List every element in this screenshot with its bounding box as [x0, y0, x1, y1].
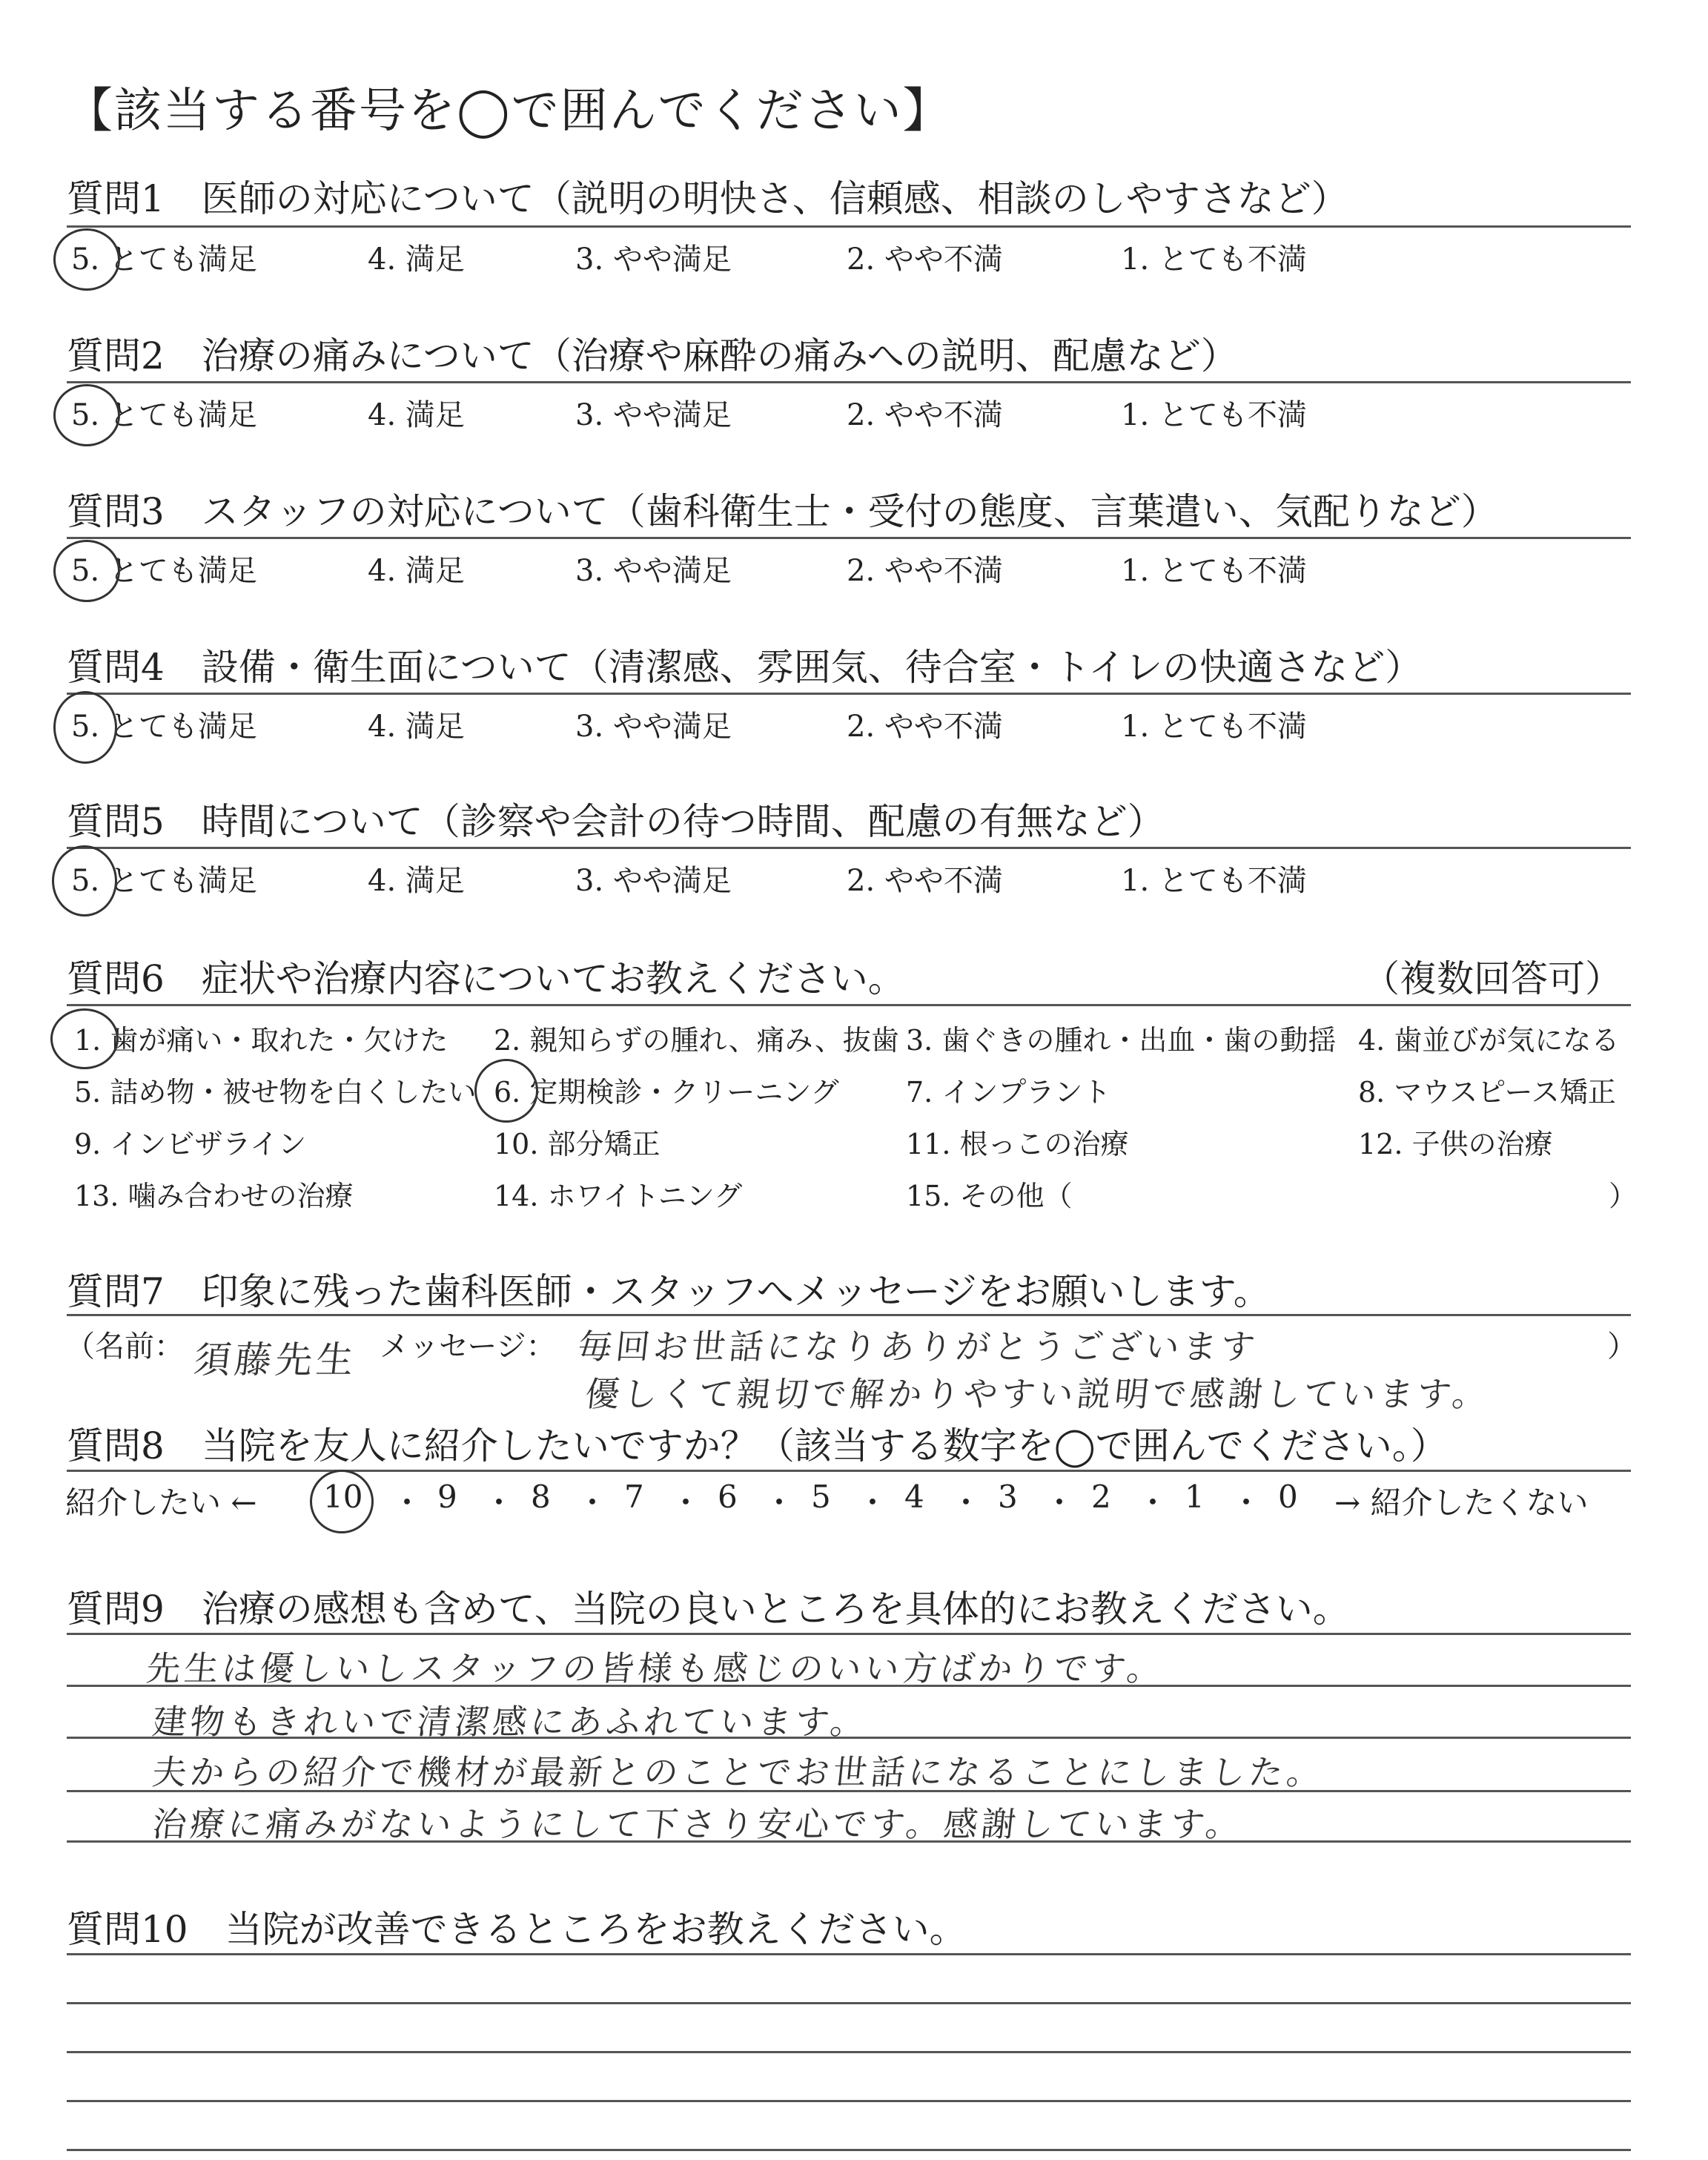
symptom-option-9[interactable]: 9. インビザライン [74, 1128, 307, 1160]
scale-value-6[interactable]: 6 [718, 1479, 738, 1515]
scale-value-4[interactable]: 4 [904, 1479, 924, 1515]
option-1[interactable]: 1. とても不満 [1121, 554, 1307, 588]
symptom-option-10[interactable]: 10. 部分矯正 [494, 1128, 661, 1160]
scale-value-10[interactable]: 10 [323, 1479, 363, 1515]
symptom-option-5[interactable]: 5. 詰め物・被せ物を白くしたい [74, 1076, 477, 1109]
option-3[interactable]: 3. やや満足 [575, 710, 732, 744]
answer-circle [53, 228, 120, 291]
question-5-title: 質問5 時間について（診察や会計の待つ時間、配慮の有無など） [67, 800, 1165, 843]
option-4[interactable]: 4. 満足 [368, 398, 465, 432]
option-2[interactable]: 2. やや不満 [847, 554, 1003, 588]
option-1[interactable]: 1. とても不満 [1121, 242, 1307, 277]
option-3[interactable]: 3. やや満足 [575, 242, 732, 277]
answer-rule [67, 2002, 1631, 2004]
scale-separator: ・ [950, 1484, 982, 1521]
question-4-title: 質問4 設備・衛生面について（清潔感、雰囲気、待合室・トイレの快適さなど） [67, 646, 1423, 689]
question-8-title: 質問8 当院を友人に紹介したいですか？（該当する数字を◯で囲んでください。） [67, 1424, 1448, 1467]
question-8-rule [67, 1470, 1631, 1472]
answer-rule [67, 2100, 1631, 2102]
answer-rule [67, 1685, 1631, 1687]
question-1-rule [67, 225, 1631, 228]
scale-separator: ・ [1231, 1484, 1262, 1521]
question-10-title: 質問10 当院が改善できるところをお教えください。 [67, 1908, 967, 1951]
option-4[interactable]: 4. 満足 [368, 554, 465, 588]
option-4[interactable]: 4. 満足 [368, 242, 465, 277]
answer-circle [474, 1059, 538, 1123]
symptom-option-2[interactable]: 2. 親知らずの腫れ、痛み、抜歯 [494, 1024, 899, 1057]
option-5[interactable]: 5. とても満足 [71, 242, 257, 277]
message-line-1: 毎回お世話になりありがとうございます [575, 1327, 1261, 1367]
scale-right-label: → 紹介したくない [1334, 1484, 1589, 1521]
name-label: （名前： [65, 1330, 184, 1364]
scale-value-0[interactable]: 0 [1278, 1479, 1298, 1515]
other-close-paren: ） [1609, 1180, 1638, 1212]
question-6-rule [67, 1004, 1631, 1006]
scale-separator: ・ [391, 1484, 423, 1521]
question-1-title: 質問1 医師の対応について（説明の明快さ、信頼感、相談のしやすさなど） [67, 177, 1348, 220]
scale-value-9[interactable]: 9 [437, 1479, 457, 1515]
option-5[interactable]: 5. とても満足 [71, 710, 257, 744]
name-value: 須藤先生 [191, 1338, 360, 1381]
question-7-rule [67, 1314, 1631, 1316]
scale-value-8[interactable]: 8 [531, 1479, 551, 1515]
option-1[interactable]: 1. とても不満 [1121, 864, 1307, 898]
symptom-option-15[interactable]: 15. その他（ [906, 1180, 1073, 1212]
answer-circle [52, 845, 117, 916]
symptom-option-13[interactable]: 13. 噛み合わせの治療 [74, 1180, 354, 1212]
option-4[interactable]: 4. 満足 [368, 864, 465, 898]
question-2-rule [67, 381, 1631, 383]
answer-circle [310, 1470, 374, 1533]
scale-separator: ・ [857, 1484, 889, 1521]
scale-separator: ・ [1044, 1484, 1076, 1521]
question-7-title: 質問7 印象に残った歯科医師・スタッフへメッセージをお願いします。 [67, 1270, 1271, 1313]
answer-circle [53, 540, 120, 602]
answer-rule [67, 1790, 1631, 1792]
answer-rule [67, 1737, 1631, 1739]
scale-value-3[interactable]: 3 [998, 1479, 1018, 1515]
symptom-option-12[interactable]: 12. 子供の治療 [1358, 1128, 1553, 1160]
option-4[interactable]: 4. 満足 [368, 710, 465, 744]
answer-line-4: 治療に痛みがないようにして下さり安心です。感謝しています。 [150, 1804, 1246, 1844]
answer-circle [50, 1008, 119, 1069]
question-9-rule [67, 1633, 1631, 1635]
scale-separator: ・ [764, 1484, 795, 1521]
symptom-option-8[interactable]: 8. マウスピース矯正 [1358, 1076, 1616, 1109]
answer-rule [67, 2149, 1631, 2151]
question-6-title: 質問6 症状や治療内容についてお教えください。 [67, 957, 905, 1000]
option-2[interactable]: 2. やや不満 [847, 398, 1003, 432]
message-label: メッセージ： [380, 1330, 556, 1364]
question-6-note: （複数回答可） [1363, 957, 1622, 1000]
question-5-rule [67, 847, 1631, 849]
option-2[interactable]: 2. やや不満 [847, 242, 1003, 277]
scale-value-1[interactable]: 1 [1185, 1479, 1205, 1515]
option-2[interactable]: 2. やや不満 [847, 710, 1003, 744]
answer-circle [53, 691, 117, 764]
answer-line-2: 建物もきれいで清潔感にあふれています。 [150, 1702, 870, 1742]
question-3-title: 質問3 スタッフの対応について（歯科衛生士・受付の態度、言葉遣い、気配りなど） [67, 490, 1498, 533]
option-5[interactable]: 5. とても満足 [71, 554, 257, 588]
answer-rule [67, 1953, 1631, 1955]
option-5[interactable]: 5. とても満足 [71, 864, 257, 898]
scale-value-5[interactable]: 5 [811, 1479, 831, 1515]
answer-line-1: 先生は優しいしスタッフの皆様も感じのいい方ばかりです。 [144, 1648, 1167, 1688]
symptom-option-6[interactable]: 6. 定期検診・クリーニング [494, 1076, 839, 1109]
symptom-option-3[interactable]: 3. 歯ぐきの腫れ・出血・歯の動揺 [906, 1024, 1337, 1057]
symptom-option-1[interactable]: 1. 歯が痛い・取れた・欠けた [74, 1024, 448, 1057]
option-1[interactable]: 1. とても不満 [1121, 398, 1307, 432]
scale-value-2[interactable]: 2 [1091, 1479, 1111, 1515]
scale-separator: ・ [670, 1484, 702, 1521]
symptom-option-4[interactable]: 4. 歯並びが気になる [1358, 1024, 1620, 1057]
question-2-title: 質問2 治療の痛みについて（治療や麻酔の痛みへの説明、配慮など） [67, 334, 1238, 377]
answer-circle [53, 384, 120, 446]
option-3[interactable]: 3. やや満足 [575, 554, 732, 588]
answer-line-3: 夫からの紹介で機材が最新とのことでお世話になることにしました。 [150, 1752, 1327, 1792]
question-9-title: 質問9 治療の感想も含めて、当院の良いところを具体的にお教えください。 [67, 1588, 1350, 1631]
option-3[interactable]: 3. やや満足 [575, 398, 732, 432]
scale-separator: ・ [483, 1484, 515, 1521]
answer-rule [67, 1840, 1631, 1843]
scale-separator: ・ [577, 1484, 609, 1521]
scale-value-7[interactable]: 7 [624, 1479, 644, 1515]
question-3-rule [67, 537, 1631, 539]
answer-rule [67, 2051, 1631, 2053]
option-2[interactable]: 2. やや不満 [847, 864, 1003, 898]
option-3[interactable]: 3. やや満足 [575, 864, 732, 898]
form-header: 【該当する番号を◯で囲んでください】 [65, 84, 952, 139]
symptom-option-7[interactable]: 7. インプラント [906, 1076, 1111, 1109]
scale-left-label: 紹介したい ← [65, 1484, 257, 1521]
option-5[interactable]: 5. とても満足 [71, 398, 257, 432]
message-close-paren: ） [1607, 1330, 1637, 1364]
scale-separator: ・ [1137, 1484, 1169, 1521]
question-4-rule [67, 693, 1631, 695]
symptom-option-11[interactable]: 11. 根っこの治療 [906, 1128, 1129, 1160]
option-1[interactable]: 1. とても不満 [1121, 710, 1307, 744]
message-line-2: 優しくて親切で解かりやすい説明で感謝しています。 [583, 1374, 1492, 1414]
symptom-option-14[interactable]: 14. ホワイトニング [494, 1180, 743, 1212]
